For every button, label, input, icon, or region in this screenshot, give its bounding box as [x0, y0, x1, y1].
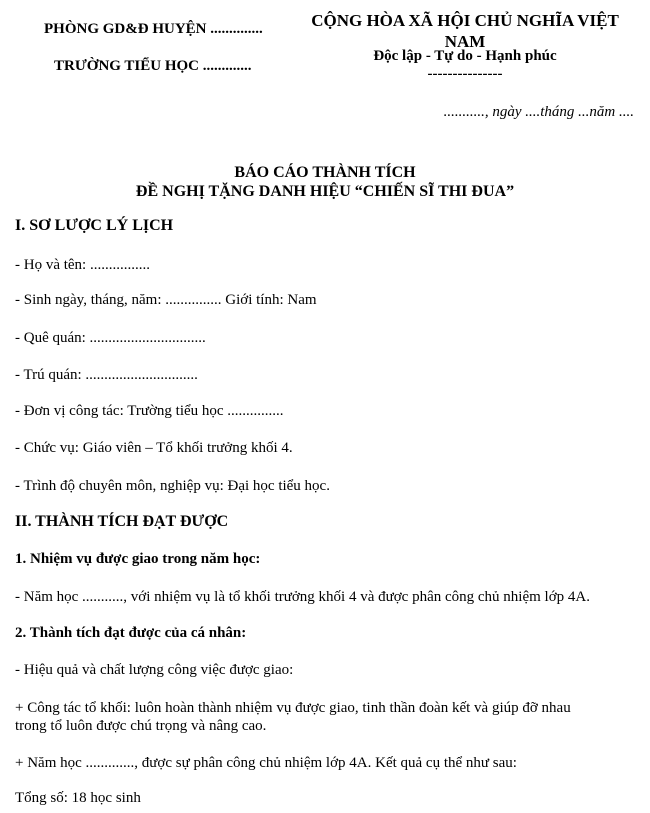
field-full-name: - Họ và tên: ................ — [15, 257, 150, 273]
achievement-line: - Hiệu quả và chất lượng công việc được giao: — [15, 662, 294, 678]
field-qualification: - Trình độ chuyên môn, nghiệp vụ: Đại học tiểu học. — [15, 478, 330, 494]
motto: Độc lập - Tự do - Hạnh phúc — [373, 48, 557, 64]
field-birth-date-gender: - Sinh ngày, tháng, năm: ............... Giới tính: Nam — [15, 292, 317, 308]
achievement-line: + Năm học ............., được sự phân công chủ nhiệm lớp 4A. Kết quả cụ thể như sau: — [15, 755, 517, 771]
motto-rule: --------------- — [427, 66, 503, 82]
report-title: BÁO CÁO THÀNH TÍCH — [234, 164, 416, 181]
field-hometown: - Quê quán: ............................... — [15, 330, 206, 346]
subheading-assigned-tasks: 1. Nhiệm vụ được giao trong năm học: — [15, 551, 261, 567]
section-heading-biography: I. SƠ LƯỢC LÝ LỊCH — [15, 217, 174, 234]
date-line: ..........., ngày ....tháng ...năm .... — [443, 104, 634, 120]
assigned-task-line: - Năm học ..........., với nhiệm vụ là tổ khối trưởng khối 4 và được phân công chủ nhiệm lớp 4A. — [15, 589, 590, 605]
achievement-line: + Công tác tổ khối: luôn hoàn thành nhiệm vụ được giao, tinh thần đoàn kết và giúp đỡ nhau — [15, 700, 571, 716]
nation-title: CỘNG HÒA XÃ HỘI CHỦ NGHĨA VIỆT NAM — [311, 11, 619, 51]
report-subtitle: ĐỀ NGHỊ TẶNG DANH HIỆU “CHIẾN SĨ THI ĐUA” — [135, 183, 515, 200]
field-work-unit: - Đơn vị công tác: Trường tiểu học ............... — [15, 403, 284, 419]
school-label: TRƯỜNG TIỂU HỌC ............. — [54, 58, 252, 74]
department-label: PHÒNG GD&Đ HUYỆN .............. — [44, 21, 263, 37]
achievement-line: trong tổ luôn được chú trọng và nâng cao. — [15, 718, 267, 734]
field-residence: - Trú quán: .............................. — [15, 367, 198, 383]
achievement-line: Tổng số: 18 học sinh — [15, 790, 141, 806]
section-heading-achievements: II. THÀNH TÍCH ĐẠT ĐƯỢC — [15, 513, 229, 530]
subheading-personal-achievements: 2. Thành tích đạt được của cá nhân: — [15, 625, 247, 641]
field-position: - Chức vụ: Giáo viên – Tổ khối trưởng khối 4. — [15, 440, 293, 456]
